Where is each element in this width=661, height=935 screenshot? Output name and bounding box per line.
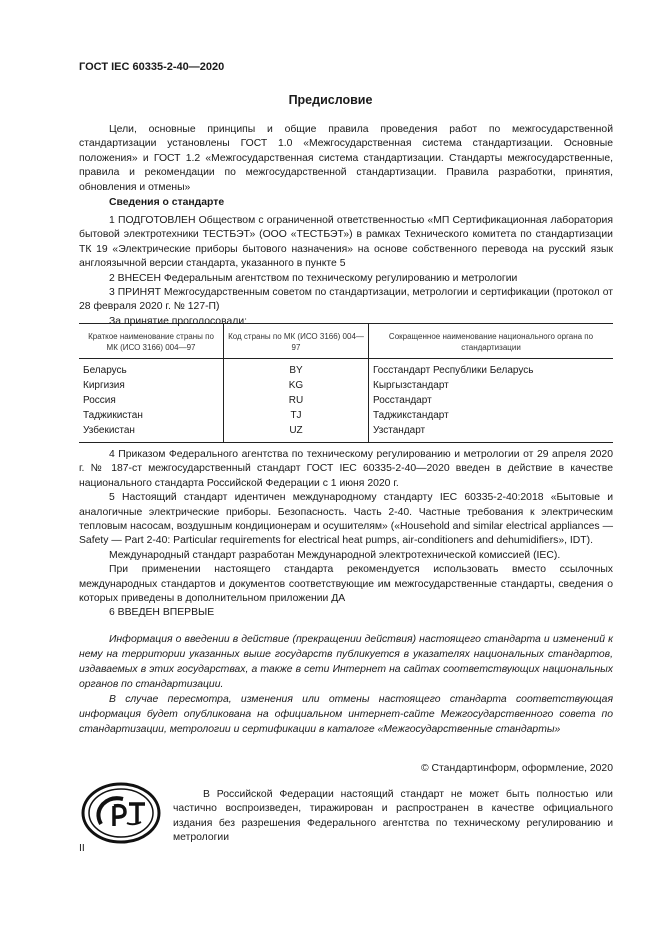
body-cell: Узстандарт (369, 423, 614, 443)
body-cell: Кыргызстандарт (369, 378, 614, 393)
table-header-country: Краткое наименование страны по МК (ИСО 3166) 004—97 (79, 324, 224, 359)
intro-block (79, 123, 613, 195)
page-title: Предисловие (288, 93, 373, 107)
body-cell: Госстандарт Республики Беларусь (369, 359, 614, 379)
document-code-header: ГОСТ IEC 60335-2-40—2020 (79, 61, 225, 73)
item-2: 2 ВНЕСЕН Федеральным агентством по техническому регулированию и метрологии (109, 272, 518, 284)
country-cell: Узбекистан (83, 425, 135, 436)
code-cell: TJ (224, 408, 369, 423)
info-items-2 (79, 448, 613, 621)
table-row (79, 359, 613, 379)
body-cell: Таджикстандарт (369, 408, 614, 423)
info-items-1 (79, 214, 613, 329)
country-cell: Таджикистан (83, 410, 143, 421)
item-4: 4 Приказом Федерального агентства по техническому регулированию и метрологии от 29 апреля 2020 г. № 187-ст межгосударственный стандарт ГОСТ IEC 60335-2-40—2020 введен в действие в качестве национального стандарта Российской Федерации с 1 июня 2020 г. (79, 449, 613, 489)
page-number: II (79, 843, 85, 854)
item-1: 1 ПОДГОТОВЛЕН Обществом с ограниченной ответственностью «МП Сертификационная лаборатория бытовой электротехники ТЕСТБЭТ» (ООО «ТЕСТБЭТ») в рамках Технического комитета по стандартизации ТК 19 «Электрические приборы бытового назначения» на основе собственного перевода на русский язык англоязычной версии стандарта, указанного в пункте 5 (79, 215, 613, 270)
italic-info-1: Информация о введении в действие (прекращении действия) настоящего стандарта и изменений к нему на территории указанных выше государств публикуется в указателях национальных стандартов, издаваемых в этих государствах, а также в сети Интернет на сайтах соответствующих национальных органов по стандартизации. (79, 634, 613, 690)
copyright: © Стандартинформ, оформление, 2020 (420, 763, 613, 774)
country-cell: Россия (83, 395, 116, 406)
code-cell: KG (224, 378, 369, 393)
intro-paragraph: Цели, основные принципы и общие правила проведения работ по межгосударственной стандартизации установлены ГОСТ 1.0 «Межгосударственная система стандартизации. Основные положения» и ГОСТ 1.2 «Межгосударственная система стандартизации. Стандарты межгосударственные, правила и рекомендации по межгосударственной стандартизации. Правила разработки, принятия, обновления и отмены» (79, 124, 613, 193)
body-cell: Росстандарт (369, 393, 614, 408)
table-row (79, 393, 613, 408)
table-row (79, 408, 613, 423)
item-5-reference: При применении настоящего стандарта рекомендуется использовать вместо ссылочных международных стандартов и документов соответствующие им межгосударственные стандарты, сведения о которых приведены в дополнительном приложении ДА (79, 564, 613, 605)
code-cell: UZ (224, 423, 369, 443)
table-header-body: Сокращенное наименование национального органа по стандартизации (369, 324, 614, 359)
item-5-iec: Международный стандарт разработан Международной электротехнической комиссией (IEC). (109, 549, 561, 561)
country-cell: Киргизия (83, 380, 125, 391)
notice-text: В Российской Федерации настоящий стандарт не может быть полностью или частично воспроизведен, тиражирован и распространен в качестве официального издания без разрешения Федерального агентства по техническому регулированию и метрологии (173, 789, 613, 844)
italic-info-block (79, 632, 613, 737)
country-cell: Беларусь (83, 365, 127, 376)
item-6: 6 ВВЕДЕН ВПЕРВЫЕ (109, 607, 215, 619)
table-header-code: Код страны по МК (ИСО 3166) 004—97 (224, 324, 369, 359)
rst-logo-icon (81, 782, 161, 844)
table-row (79, 378, 613, 393)
table-row (79, 423, 613, 443)
italic-info-2: В случае пересмотра, изменения или отмены настоящего стандарта соответствующая информация будет опубликована на официальном интернет-сайте Межгосударственного совета по стандартизации, метрологии и сертификации в каталоге «Межгосударственные стандарты» (79, 694, 613, 735)
section-title: Сведения о стандарте (109, 197, 225, 208)
voted-label: За принятие проголосовали: (109, 315, 248, 327)
code-cell: BY (224, 359, 369, 379)
copyright-notice (173, 788, 613, 846)
item-3: 3 ПРИНЯТ Межгосударственным советом по стандартизации, метрологии и сертификации (протокол от 28 февраля 2020 г. № 127-П) (79, 287, 613, 313)
code-cell: RU (224, 393, 369, 408)
item-5: 5 Настоящий стандарт идентичен международному стандарту IEC 60335-2-40:2018 «Бытовые и аналогичные электрические приборы. Безопасность. Часть 2-40. Частные требования к электрическим тепловым насосам, воздушным кондиционерам и осушителям» («Household and similar electrical appliances — Safety — Part 2-40: Particular requirements for electrical heat pumps, air-conditioners and dehumidifiers», IDT). (79, 492, 613, 547)
countries-table (79, 323, 613, 443)
